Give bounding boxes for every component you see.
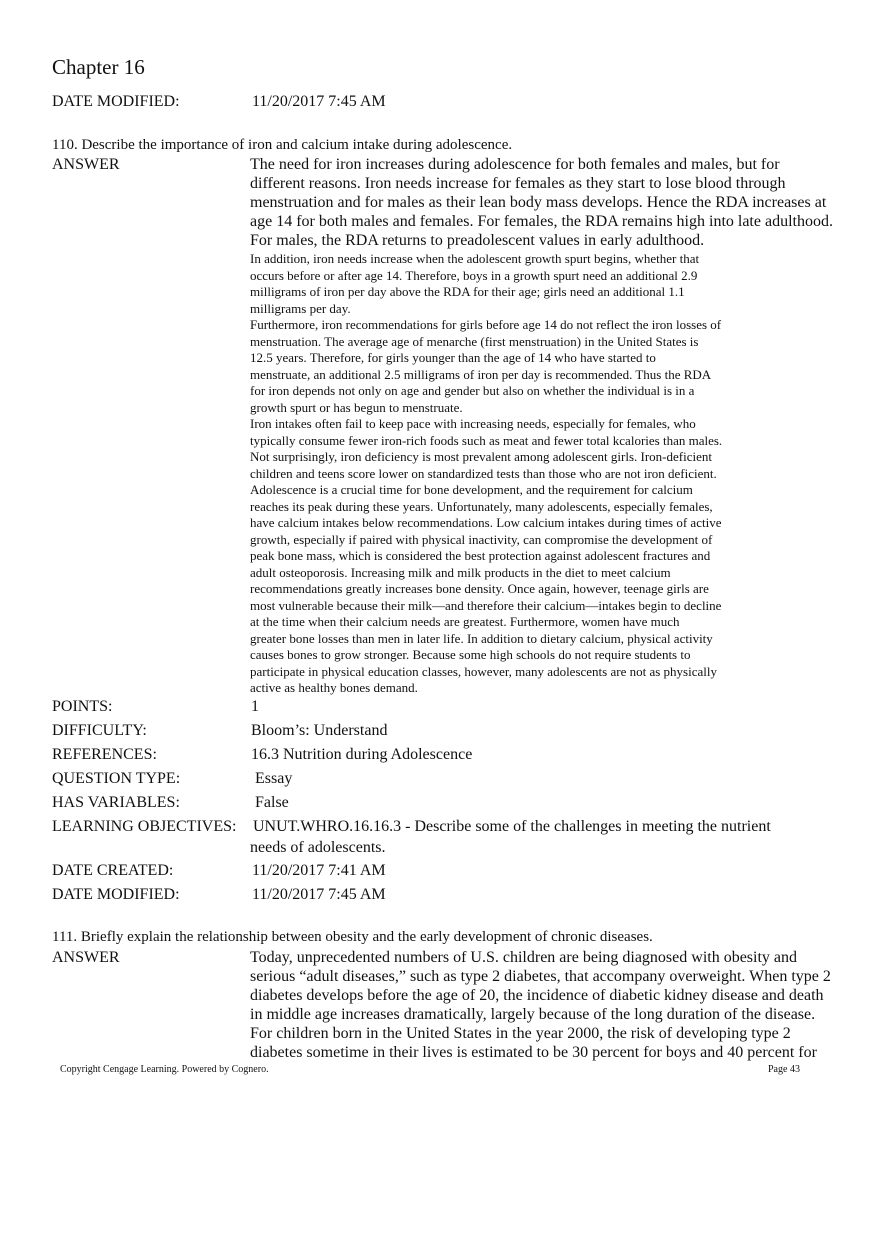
question-111-answer-label: ANSWER <box>52 949 120 966</box>
answer-line: For males, the RDA returns to preadolescent values in early adulthood. <box>250 232 705 249</box>
question-110-answer-label: ANSWER <box>52 156 120 173</box>
learning-objectives-value-line-2: needs of adolescents. <box>250 839 386 856</box>
question-110-text: 110. Describe the importance of iron and calcium intake during adolescence. <box>52 137 513 153</box>
meta-label: POINTS: <box>52 698 113 715</box>
meta-label: DIFFICULTY: <box>52 722 147 739</box>
answer-line: typically consume fewer iron-rich foods such as meat and fewer total kcalories than males. <box>250 432 723 448</box>
answer-line: diabetes sometime in their lives is estimated to be 30 percent for boys and 40 percent for <box>250 1044 817 1061</box>
answer-line: recommendations greatly increases bone density. Once again, however, teenage girls are <box>250 581 709 596</box>
answer-line: Iron intakes often fail to keep pace with increasing needs, especially for females, who <box>250 416 696 431</box>
answer-line: menstruation and for males as their lean body mass develops. Hence the RDA increases at <box>250 194 827 211</box>
answer-line: reaches its peak during these years. Unfortunately, many adolescents, especially females, <box>250 498 713 514</box>
answer-line: children and teens score lower on standardized tests than those who are not iron deficient. <box>250 465 717 481</box>
meta-label: QUESTION TYPE: <box>52 770 181 787</box>
answer-line: in middle age increases dramatically, largely because of the long duration of the disease. <box>250 1006 816 1023</box>
answer-line: menstruation. The average age of menarche (first menstruation) in the United States is <box>250 333 699 349</box>
answer-line: 12.5 years. Therefore, for girls younger than the age of 14 who have started to <box>250 350 656 365</box>
answer-line: milligrams of iron per day above the RDA for their age; girls need an additional 1.1 <box>250 284 685 299</box>
answer-line: greater bone losses than men in later life. In addition to dietary calcium, physical activity <box>250 630 713 646</box>
answer-line: menstruate, an additional 2.5 milligrams of iron per day is recommended. Thus the RDA <box>250 366 712 382</box>
meta-value: Bloom’s: Understand <box>251 722 388 739</box>
answer-line: Today, unprecedented numbers of U.S. children are being diagnosed with obesity and <box>250 949 798 966</box>
top-date-modified-value: 11/20/2017 7:45 AM <box>252 93 386 110</box>
answer-large-paragraph <box>250 155 840 250</box>
answer-line: growth spurt or has begun to menstruate. <box>250 399 463 415</box>
date-created-value: 11/20/2017 7:41 AM <box>252 862 386 879</box>
answer-line: Not surprisingly, iron deficiency is most prevalent among adolescent girls. Iron-deficient <box>250 449 712 464</box>
answer-line: serious “adult diseases,” such as type 2 diabetes, that accompany overweight. When type 2 <box>250 968 831 985</box>
answer-line: peak bone mass, which is considered the best protection against adolescent fractures and <box>250 548 711 563</box>
meta-value: 16.3 Nutrition during Adolescence <box>251 746 473 763</box>
answer-line: most vulnerable because their milk—and therefore their calcium—intakes begin to decline <box>250 597 722 613</box>
answer-line: causes bones to grow stronger. Because some high schools do not require students to <box>250 647 691 662</box>
date-created-label: DATE CREATED: <box>52 862 174 879</box>
answer-line: Furthermore, iron recommendations for girls before age 14 do not reflect the iron losses of <box>250 317 722 332</box>
question-111-text: 111. Briefly explain the relationship between obesity and the early development of chronic diseases. <box>52 929 653 945</box>
answer-line: active as healthy bones demand. <box>250 680 418 695</box>
answer-line: at the time when their calcium needs are greatest. Furthermore, women have much <box>250 614 680 629</box>
meta-value: Essay <box>251 770 293 787</box>
footer-copyright: Copyright Cengage Learning. Powered by Cognero. <box>60 1064 269 1075</box>
answer-line: have calcium intakes below recommendations. Low calcium intakes during times of active <box>250 515 722 530</box>
meta-value: False <box>251 794 289 811</box>
date-modified-label: DATE MODIFIED: <box>52 886 180 903</box>
answer-line: occurs before or after age 14. Therefore, boys in a growth spurt need an additional 2.9 <box>250 267 698 283</box>
meta-label: HAS VARIABLES: <box>52 794 180 811</box>
answer-line: Adolescence is a crucial time for bone development, and the requirement for calcium <box>250 482 693 497</box>
question-110-answer <box>250 155 840 697</box>
answer-line: age 14 for both males and females. For females, the RDA remains high into late adulthood. <box>250 213 833 230</box>
learning-objectives-label: LEARNING OBJECTIVES: <box>52 818 237 835</box>
answer-line: participate in physical education classes, however, many adolescents are not as physically <box>250 663 717 679</box>
answer-line: For children born in the United States in the year 2000, the risk of developing type 2 <box>250 1025 791 1042</box>
answer-line: diabetes develops before the age of 20, the incidence of diabetic kidney disease and death <box>250 987 824 1004</box>
answer-line: for iron depends not only on age and gender but also on whether the individual is in a <box>250 383 695 398</box>
answer-line: growth, especially if paired with physical inactivity, can compromise the development of <box>250 531 713 547</box>
date-modified-value: 11/20/2017 7:45 AM <box>252 886 386 903</box>
meta-value: 1 <box>251 698 259 715</box>
question-111-answer <box>250 948 840 1062</box>
answer-line: different reasons. Iron needs increase for females as they start to lose blood through <box>250 175 786 192</box>
meta-label: REFERENCES: <box>52 746 157 763</box>
answer-small-paragraph <box>250 251 840 697</box>
answer-line: The need for iron increases during adolescence for both females and males, but for <box>250 156 780 173</box>
learning-objectives-value-line-1: UNUT.WHRO.16.16.3 - Describe some of the challenges in meeting the nutrient <box>253 818 771 835</box>
footer-page-number: Page 43 <box>768 1064 800 1075</box>
chapter-title: Chapter 16 <box>52 55 145 79</box>
top-date-modified-label: DATE MODIFIED: <box>52 93 180 110</box>
answer-line: milligrams per day. <box>250 300 351 316</box>
answer-line: adult osteoporosis. Increasing milk and milk products in the diet to meet calcium <box>250 564 671 580</box>
answer-line: In addition, iron needs increase when the adolescent growth spurt begins, whether that <box>250 251 700 266</box>
